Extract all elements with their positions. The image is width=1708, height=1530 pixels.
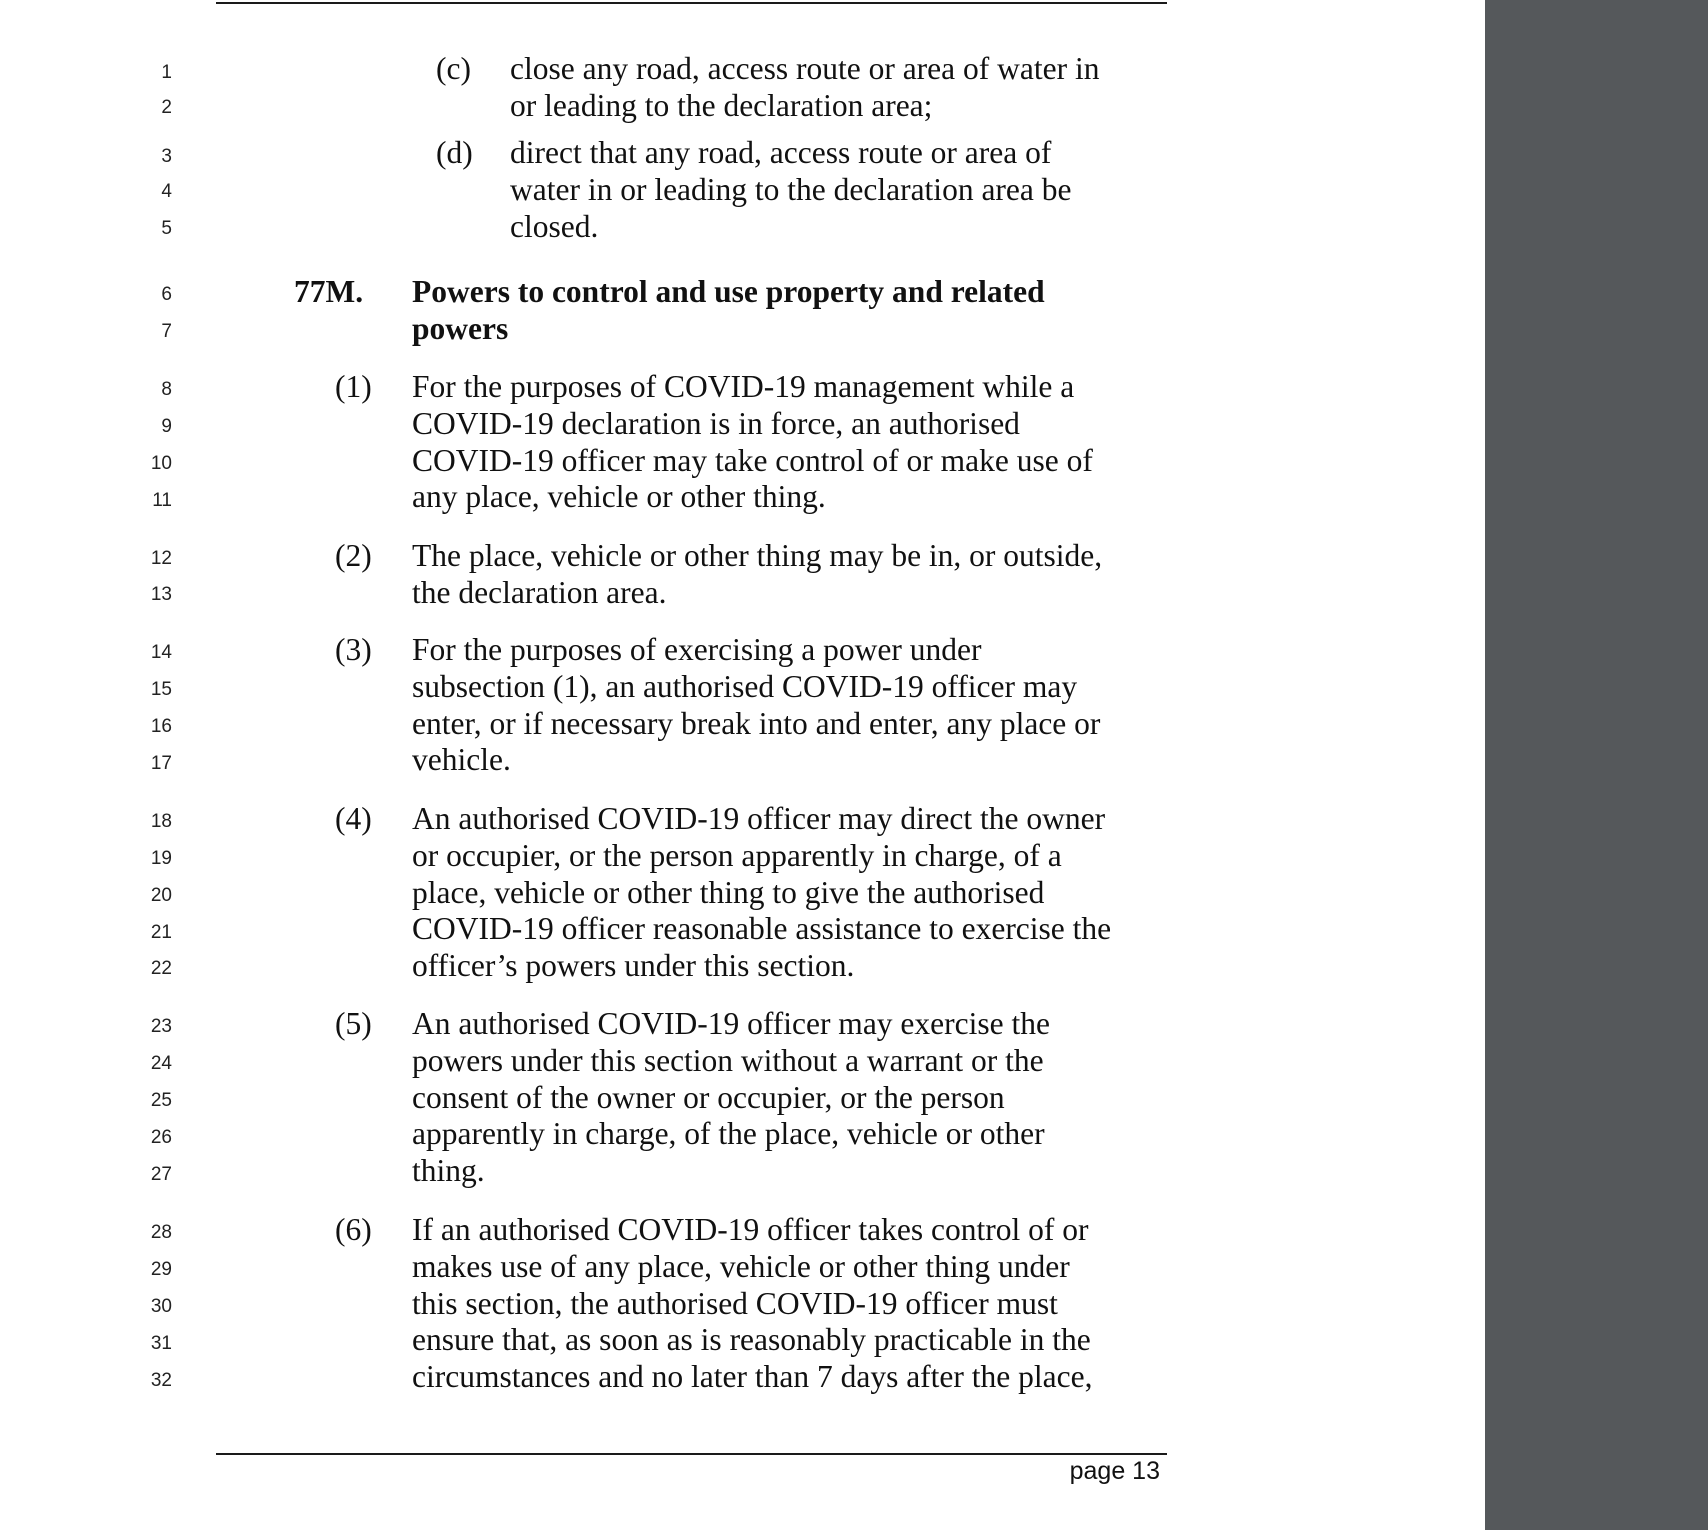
text-line: close any road, access route or area of water in <box>510 51 1100 86</box>
line-number: 18 <box>150 811 172 832</box>
text-line: the declaration area. <box>412 574 667 610</box>
line-number: 30 <box>150 1296 172 1317</box>
line-number: 8 <box>161 379 172 400</box>
text-line: ensure that, as soon as is reasonably practicable in the <box>412 1322 1091 1358</box>
line-number-gutter <box>130 0 172 1460</box>
line-number: 28 <box>150 1222 172 1243</box>
line-number: 21 <box>150 922 172 943</box>
line-number: 2 <box>161 97 172 118</box>
paragraph-marker-d: (d) <box>436 135 473 170</box>
text-line: vehicle. <box>412 742 511 778</box>
line-number: 22 <box>150 958 172 979</box>
line-number: 29 <box>150 1259 172 1280</box>
subsection-marker-5: (5) <box>335 1006 372 1041</box>
subsection-6-text <box>412 1212 1092 1396</box>
subsection-marker-1: (1) <box>335 369 372 404</box>
line-number: 13 <box>150 584 172 605</box>
text-line: makes use of any place, vehicle or other thing under <box>412 1248 1070 1284</box>
text-line: COVID-19 declaration is in force, an authorised <box>412 405 1020 441</box>
text-line: For the purposes of exercising a power under <box>412 632 982 667</box>
text-line: COVID-19 officer may take control of or make use of <box>412 442 1093 478</box>
line-number: 25 <box>150 1090 172 1111</box>
line-number: 23 <box>150 1016 172 1037</box>
text-line: The place, vehicle or other thing may be in, or outside, <box>412 538 1103 573</box>
line-number: 16 <box>150 716 172 737</box>
line-number: 31 <box>150 1333 172 1354</box>
subsection-5-text <box>412 1006 1050 1190</box>
line-number: 14 <box>150 642 172 663</box>
line-number: 11 <box>152 490 172 511</box>
text-line: closed. <box>510 208 599 244</box>
line-number: 6 <box>161 284 172 305</box>
line-number: 27 <box>150 1164 172 1185</box>
text-line: place, vehicle or other thing to give the authorised <box>412 874 1045 910</box>
text-line: enter, or if necessary break into and enter, any place or <box>412 705 1101 741</box>
line-number: 24 <box>150 1053 172 1074</box>
text-line: If an authorised COVID-19 officer takes control of or <box>412 1212 1089 1247</box>
text-line: subsection (1), an authorised COVID-19 officer may <box>412 668 1078 704</box>
line-number: 5 <box>161 218 172 239</box>
line-number: 15 <box>150 679 172 700</box>
text-line: circumstances and no later than 7 days after the place, <box>412 1359 1093 1395</box>
subsection-2-text <box>412 538 1102 612</box>
heading-line: Powers to control and use property and related <box>412 274 1045 309</box>
heading-line: powers <box>412 310 509 346</box>
text-line: direct that any road, access route or area of <box>510 135 1052 170</box>
subsection-4-text <box>412 801 1111 985</box>
line-number: 26 <box>150 1127 172 1148</box>
subsection-3-text <box>412 632 1100 779</box>
subsection-marker-4: (4) <box>335 801 372 836</box>
text-line: officer’s powers under this section. <box>412 948 855 984</box>
paragraph-c-text <box>510 51 1099 125</box>
paragraph-marker-c: (c) <box>436 51 471 86</box>
text-line: An authorised COVID-19 officer may exercise the <box>412 1006 1050 1041</box>
subsection-marker-6: (6) <box>335 1212 372 1247</box>
line-number: 32 <box>150 1370 172 1391</box>
text-line: consent of the owner or occupier, or the person <box>412 1079 1005 1115</box>
text-line: For the purposes of COVID-19 management while a <box>412 369 1075 404</box>
subsection-marker-2: (2) <box>335 538 372 573</box>
text-line: this section, the authorised COVID-19 officer must <box>412 1285 1058 1321</box>
text-line: or leading to the declaration area; <box>510 87 933 123</box>
line-number: 19 <box>150 848 172 869</box>
text-line: or occupier, or the person apparently in charge, of a <box>412 837 1062 873</box>
text-line: An authorised COVID-19 officer may direct the owner <box>412 801 1106 836</box>
paragraph-d-text <box>510 135 1071 245</box>
section-number: 77M. <box>294 274 364 309</box>
line-number: 9 <box>161 416 172 437</box>
line-number: 3 <box>161 146 172 167</box>
page-number: page 13 <box>1069 1457 1160 1485</box>
header-rule <box>216 2 1167 4</box>
subsection-1-text <box>412 369 1093 516</box>
line-number: 12 <box>150 548 172 569</box>
viewer-background <box>1485 0 1708 1530</box>
text-line: water in or leading to the declaration area be <box>510 171 1072 207</box>
line-number: 4 <box>161 181 172 202</box>
text-line: thing. <box>412 1153 485 1189</box>
line-number: 10 <box>150 453 172 474</box>
text-line: any place, vehicle or other thing. <box>412 479 826 515</box>
line-number: 7 <box>161 321 172 342</box>
subsection-marker-3: (3) <box>335 632 372 667</box>
text-line: powers under this section without a warrant or the <box>412 1042 1044 1078</box>
line-number: 17 <box>150 753 172 774</box>
text-line: apparently in charge, of the place, vehicle or other <box>412 1116 1045 1152</box>
line-number: 1 <box>161 62 172 83</box>
line-number: 20 <box>150 885 172 906</box>
text-line: COVID-19 officer reasonable assistance to exercise the <box>412 911 1112 947</box>
section-heading <box>412 274 1045 348</box>
